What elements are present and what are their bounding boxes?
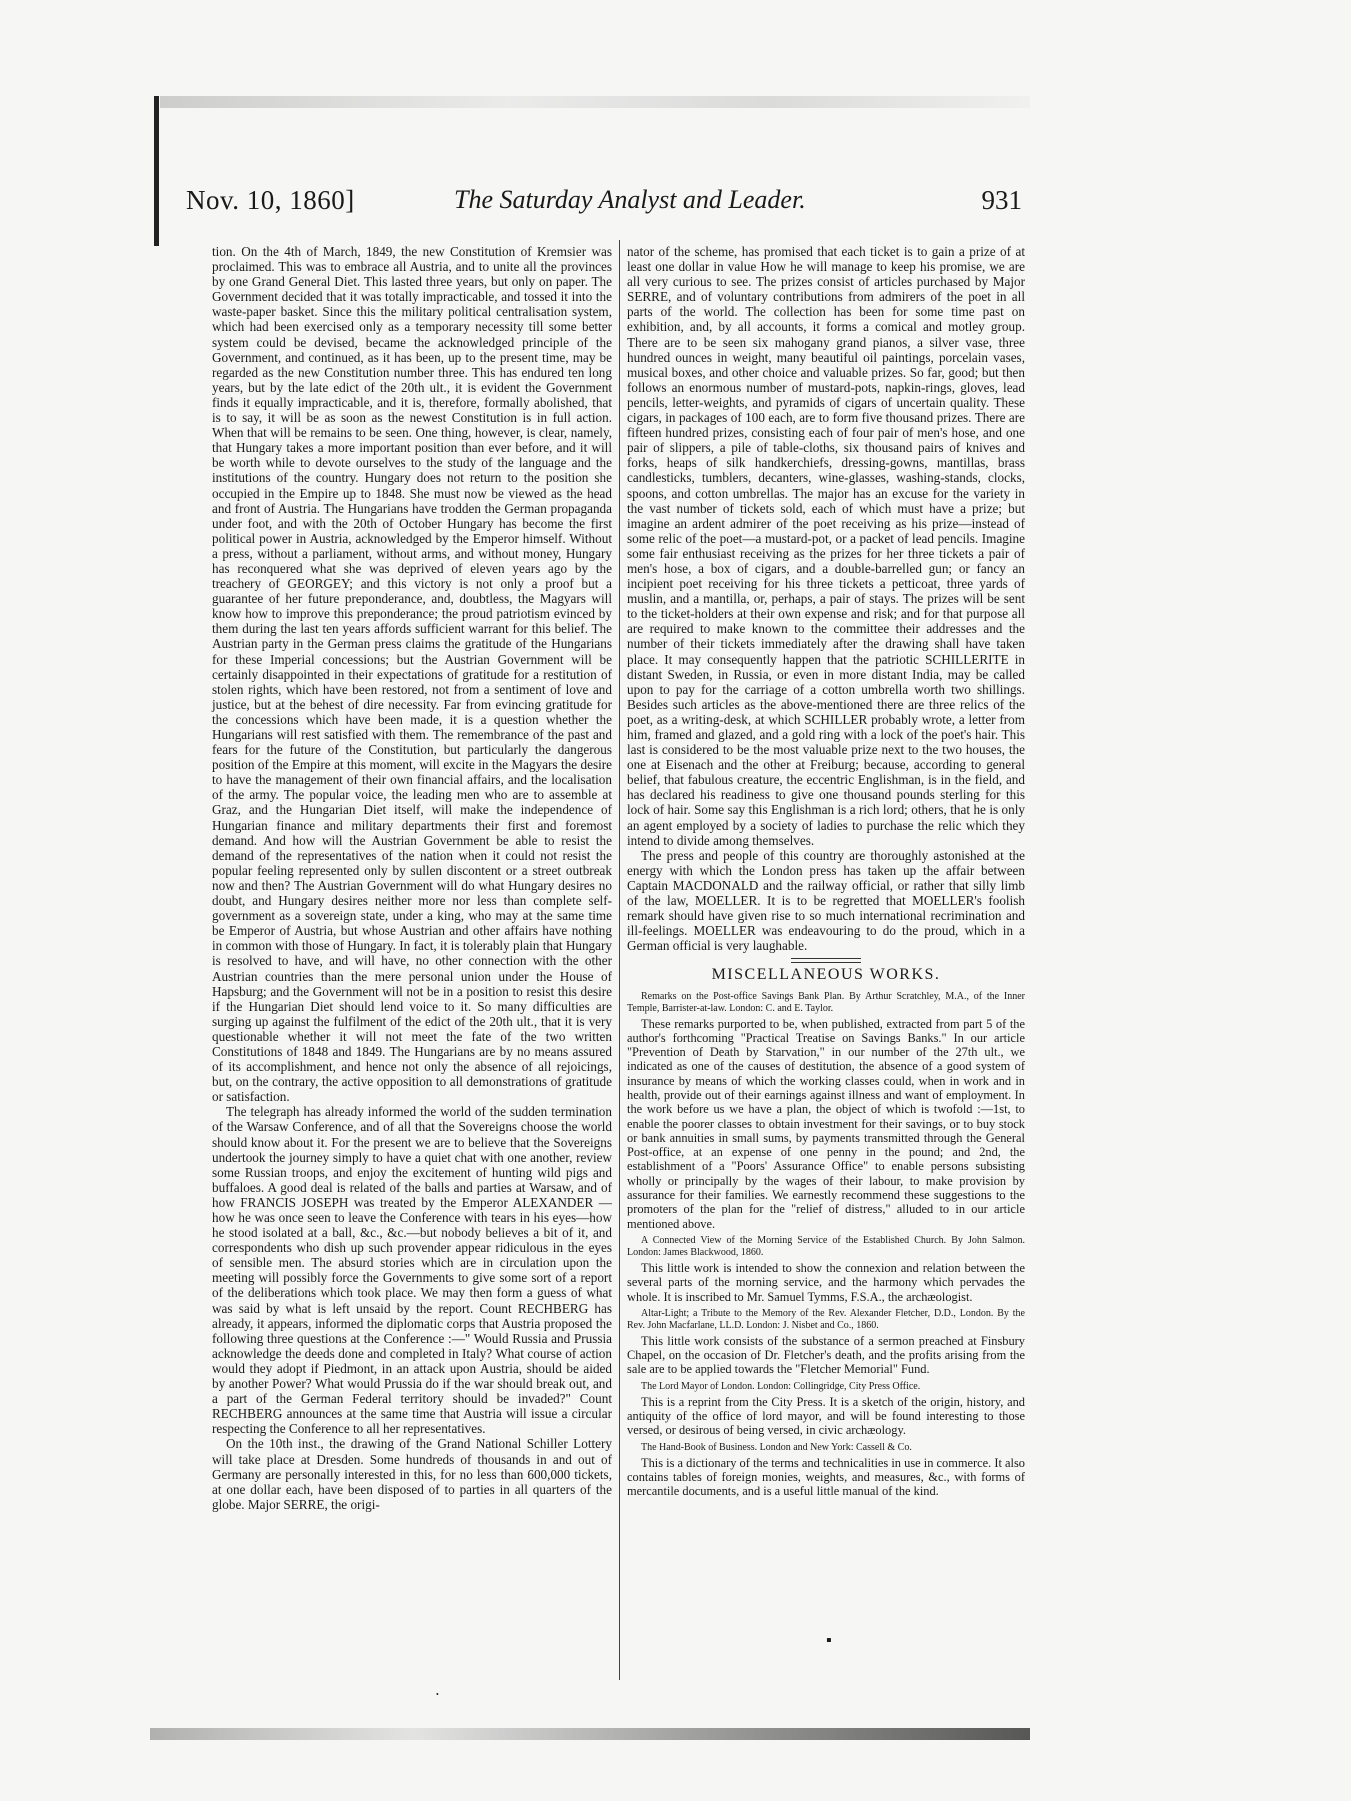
print-speck: ▪ [826, 1632, 832, 1649]
page-header [186, 185, 1022, 219]
scan-edge-top [160, 96, 1030, 108]
review-title: A Connected View of the Morning Service of the Established Church. By John Salmon. London: James Blackwood, 1860. [627, 1234, 1025, 1258]
right-column [627, 244, 1025, 1499]
review-title: The Hand-Book of Business. London and New York: Cassell & Co. [641, 1441, 912, 1453]
review-title: Altar-Light; a Tribute to the Memory of the Rev. Alexander Fletcher, D.D., London. By the Rev. John Macfarlane, LL.D. London: J. Nisbet and Co., 1860. [627, 1307, 1025, 1331]
left-column [212, 244, 612, 1512]
scan-edge-left [154, 96, 159, 246]
article-paragraph: The press and people of this country are thoroughly astonished at the energy with which the London press has taken up the affair between Captain MACDONALD and the railway official, or rather that silly limb of the law, MOELLER. It is to be regretted that MOELLER's foolish remark should have given rise to so much international recrimination and ill-feelings. MOELLER was endeavouring to do the proud, which in a German official is very laughable. [627, 847, 1025, 954]
review-body: This little work is intended to show the connexion and relation between the several parts of the morning service, and the harmony which pervades the whole. It is inscribed to Mr. Samuel Tymms, F.S.A., the archæologist. [627, 1260, 1025, 1304]
review-title: Remarks on the Post-office Savings Bank Plan. By Arthur Scratchley, M.A., of the Inner Temple, Barrister-at-law. London: C. and E. Taylor. [627, 990, 1025, 1014]
issue-date: Nov. 10, 1860] [186, 185, 355, 215]
article-paragraph: On the 10th inst., the drawing of the Grand National Schiller Lottery will take place at Dresden. Some hundreds of thousands in and out of Germany are personally interested in this, for no less than 600,000 tickets, at one dollar each, have been disposed of to parties in all quarters of the globe. Major SERRE, the origi- [212, 1436, 612, 1512]
article-paragraph: tion. On the 4th of March, 1849, the new Constitution of Kremsier was proclaimed. This was to embrace all Austria, and to unite all the provinces by one Grand General Diet. This lasted three years, but only on paper. The Government decided that it was totally impracticable, and tossed it into the waste-paper basket. Since this the military political centralisation system, which had been exercised only as a temporary necessity till some better system could be devised, became the acknowledged principle of the Government, and continued, as it has been, up to the present time, may be regarded as the new Constitution number three. This has endured ten long years, but by the late edict of the 20th ult., it is evident the Government finds it equally impracticable, and it is, therefore, formally abolished, that is to say, it will be as soon as the newest Constitution is in full action. When that will be remains to be seen. One thing, however, is clear, namely, that Hungary takes a more important position than ever before, and it will be worth while to devote ourselves to the study of the language and the institutions of the country. Hungary does not return to the position she occupied in the Empire up to 1848. She must now be viewed as the head and front of Austria. The Hungarians have trodden the German propaganda under foot, and with the 20th of October Hungary has become the first political power in Austria, acknowledged by the Emperor himself. Without a press, without a parliament, without arms, and without money, Hungary has reconquered what she was deprived of eleven years ago by the treachery of GEORGEY; and this victory is not only a proof but a guarantee of her future preponderance, and, doubtless, the Magyars will know how to improve this preponderance; the proud patriotism evinced by them during the last ten years affords sufficient warrant for this belief. The Austrian party in the German press claims the gratitude of the Hungarians for these Imperial concessions; but the Austrian Government will be certainly disappointed in their expectations of gratitude for a restitution of stolen rights, which have been restored, not from a sentiment of love and justice, but at the behest of dire necessity. Far from evincing gratitude for the concessions which have been made, it is a question whether the Hungarians will rest satisfied with them. The remembrance of the past and fears for the future of the Constitution, but particularly the dangerous position of the Empire at this moment, will excite in the Magyars the desire to have the management of their own financial affairs, and the localisation of the army. The popular voice, the leading men who are to assemble at Graz, and the Hungarian Diet itself, will make the independence of Hungarian finance and military departments their first and foremost demand. And how will the Austrian Government be able to resist the demand of the representatives of the nation when it could not resist the popular feeling represented only by sullen discontent or a street outbreak now and then? The Austrian Government will do what Hungary desires no doubt, and Hungary desires neither more nor less than complete self-government as a sovereign state, under a king, who may at the same time be Emperor of Austria, but whose Austrian and other affairs have nothing in common with those of Hungary. In fact, it is tolerably plain that Hungary is resolved to have, and will have, no other connection with the other Austrian countries than the mere personal union under the House of Hapsburg; and the Government will not be in a position to resist this desire if the Hungarian Diet should lend voice to it. So many difficulties are surging up against the fulfilment of the edict of the 20th ult., that it is very questionable whether it will not meet the fate of the two written Constitutions of 1848 and 1849. The Hungarians are by no means assured of its accomplishment, and hence not only the absence of all rejoicings, but, on the contrary, the active opposition to all demonstrations of gratitude or satisfaction. [212, 244, 612, 1105]
review-body: These remarks purported to be, when published, extracted from part 5 of the author's forthcoming "Practical Treatise on Savings Banks." In our article "Prevention of Death by Starvation," in our number of the 27th ult., we indicated as one of the causes of destitution, the absence of a good system of insurance by means of which the working classes could, when in work and in health, provide out of their earnings against illness and want of employment. In the work before us we have a plan, the object of which is twofold :—1st, to enable the poorer classes to obtain investment for their savings, or to buy stock or bank annuities in small sums, by payments transmitted through the General Post-office, at an expense of one penny in the pound; and 2nd, the establishment of a "Poors' Assurance Office" to enable persons subsisting wholly or principally by the wages of their labour, to make provision by assurance for their families. We earnestly recommend these suggestions to the promoters of the plan for the "relief of distress," alluded to in our article mentioned above. [627, 1016, 1025, 1231]
review-body: This is a reprint from the City Press. It is a sketch of the origin, history, and antiquity of the office of lord mayor, and will be found interesting to those versed, or desirous of being versed, in civic archæology. [627, 1394, 1025, 1438]
article-paragraph: The telegraph has already informed the world of the sudden termination of the Warsaw Conference, and of all that the Sovereigns choose the world should know about it. For the present we are to believe that the Sovereigns undertook the journey simply to have a quiet chat with one another, review some Russian troops, and enjoy the excitement of hunting wild pigs and buffaloes. A good deal is related of the balls and parties at Warsaw, and of how FRANCIS JOSEPH was treated by the Emperor ALEXANDER —how he was once seen to leave the Conference with tears in his eyes—how he stood isolated at a ball, &c., &c.—but nobody believes a bit of it, and correspondents who dish up such provender appear ridiculous in the eyes of sensible men. The absurd stories which are in circulation upon the meeting will possibly force the Governments to give some sort of a report of the deliberations which took place. We may then form a guess of what was said by what is left unsaid by the report. Count RECHBERG has already, it appears, informed the diplomatic corps that Austria proposed the following three questions at the Conference :—" Would Russia and Prussia acknowledge the deeds done and completed in Italy? What course of action would they adopt if Piedmont, in an attack upon Austria, should be aided by another Power? What would Prussia do if the war should break out, and a part of the German Federal territory should be invaded?" Count RECHBERG announces at the same time that Austria will issue a circular respecting the Conference to all her representatives. [212, 1104, 612, 1437]
section-rule [791, 958, 861, 963]
page-number: 931 [981, 185, 1022, 215]
review-title: The Lord Mayor of London. London: Collingridge, City Press Office. [641, 1380, 921, 1392]
scan-edge-bottom [150, 1728, 1030, 1740]
review-body: This little work consists of the substance of a sermon preached at Finsbury Chapel, on the occasion of Dr. Fletcher's death, and the profits arising from the sale are to be applied towards the "Fletcher Memorial" Fund. [627, 1333, 1025, 1377]
publication-title: The Saturday Analyst and Leader. [454, 185, 806, 214]
print-speck: • [436, 1690, 439, 1699]
review-body: This is a dictionary of the terms and technicalities in use in commerce. It also contains tables of foreign monies, weights, and measures, &c., with forms of mercantile documents, and is a useful little manual of the kind. [627, 1455, 1025, 1499]
column-divider [619, 240, 620, 1680]
section-title: MISCELLANEOUS WORKS. [711, 966, 941, 984]
article-paragraph: nator of the scheme, has promised that each ticket is to gain a prize of at least one dollar in value How he will manage to keep his promise, we are all very curious to see. The prizes consist of articles purchased by Major SERRE, and of voluntary contributions from admirers of the poet in all parts of the world. The collection has been for some time past on exhibition, and, by all accounts, it forms a comical and motley group. There are to be seen six mahogany grand pianos, a silver vase, three hundred ounces in weight, many beautiful oil paintings, porcelain vases, musical boxes, and other choice and valuable prizes. So far, good; but then follows an enormous number of mustard-pots, napkin-rings, gloves, lead pencils, letter-weights, and pyramids of cigars of uncertain quality. These cigars, in packages of 100 each, are to form five thousand prizes. There are fifteen hundred prizes, consisting each of four pair of men's hose, and one pair of slippers, a pile of table-cloths, six thousand pairs of knives and forks, heaps of silk handkerchiefs, dressing-gowns, mantillas, brass candlesticks, tumblers, decanters, wine-glasses, washing-stands, clocks, spoons, and cotton umbrellas. The major has an excuse for the variety in the vast number of tickets sold, each of which must have a prize; but imagine an ardent admirer of the poet receiving as his prize—instead of some relic of the poet—a mustard-pot, or a packet of lead pencils. Imagine some fair enthusiast receiving as the prizes for her three tickets a pair of men's hose, a box of cigars, and a double-barrelled gun; or fancy an incipient poet receiving for his three tickets a petticoat, three yards of muslin, and a mantilla, or, perhaps, a pair of stays. The prizes will be sent to the ticket-holders at their own expense and risk; and for that purpose all are required to make known to the committee their addresses and the number of their tickets immediately after the drawing shall have taken place. It may consequently happen that the patriotic SCHILLERITE in distant Sweden, in Russia, or even in more distant India, may be called upon to pay for the carriage of a cotton umbrella worth two shillings. Besides such articles as the above-mentioned there are three relics of the poet, as a writing-desk, at which SCHILLER probably wrote, a letter from him, framed and glazed, and a gold ring with a lock of the poet's hair. This last is considered to be the most valuable prize next to the two houses, the one at Eisenach and the other at Freiburg; because, according to general belief, that fabulous creature, the eccentric Englishman, is in the field, and has declared his readiness to give one thousand pounds sterling for this lock of hair. Some say this Englishman is a rich lord; others, that he is only an agent employed by a society of ladies to purchase the relic which they intend to divide among themselves. [627, 244, 1025, 848]
